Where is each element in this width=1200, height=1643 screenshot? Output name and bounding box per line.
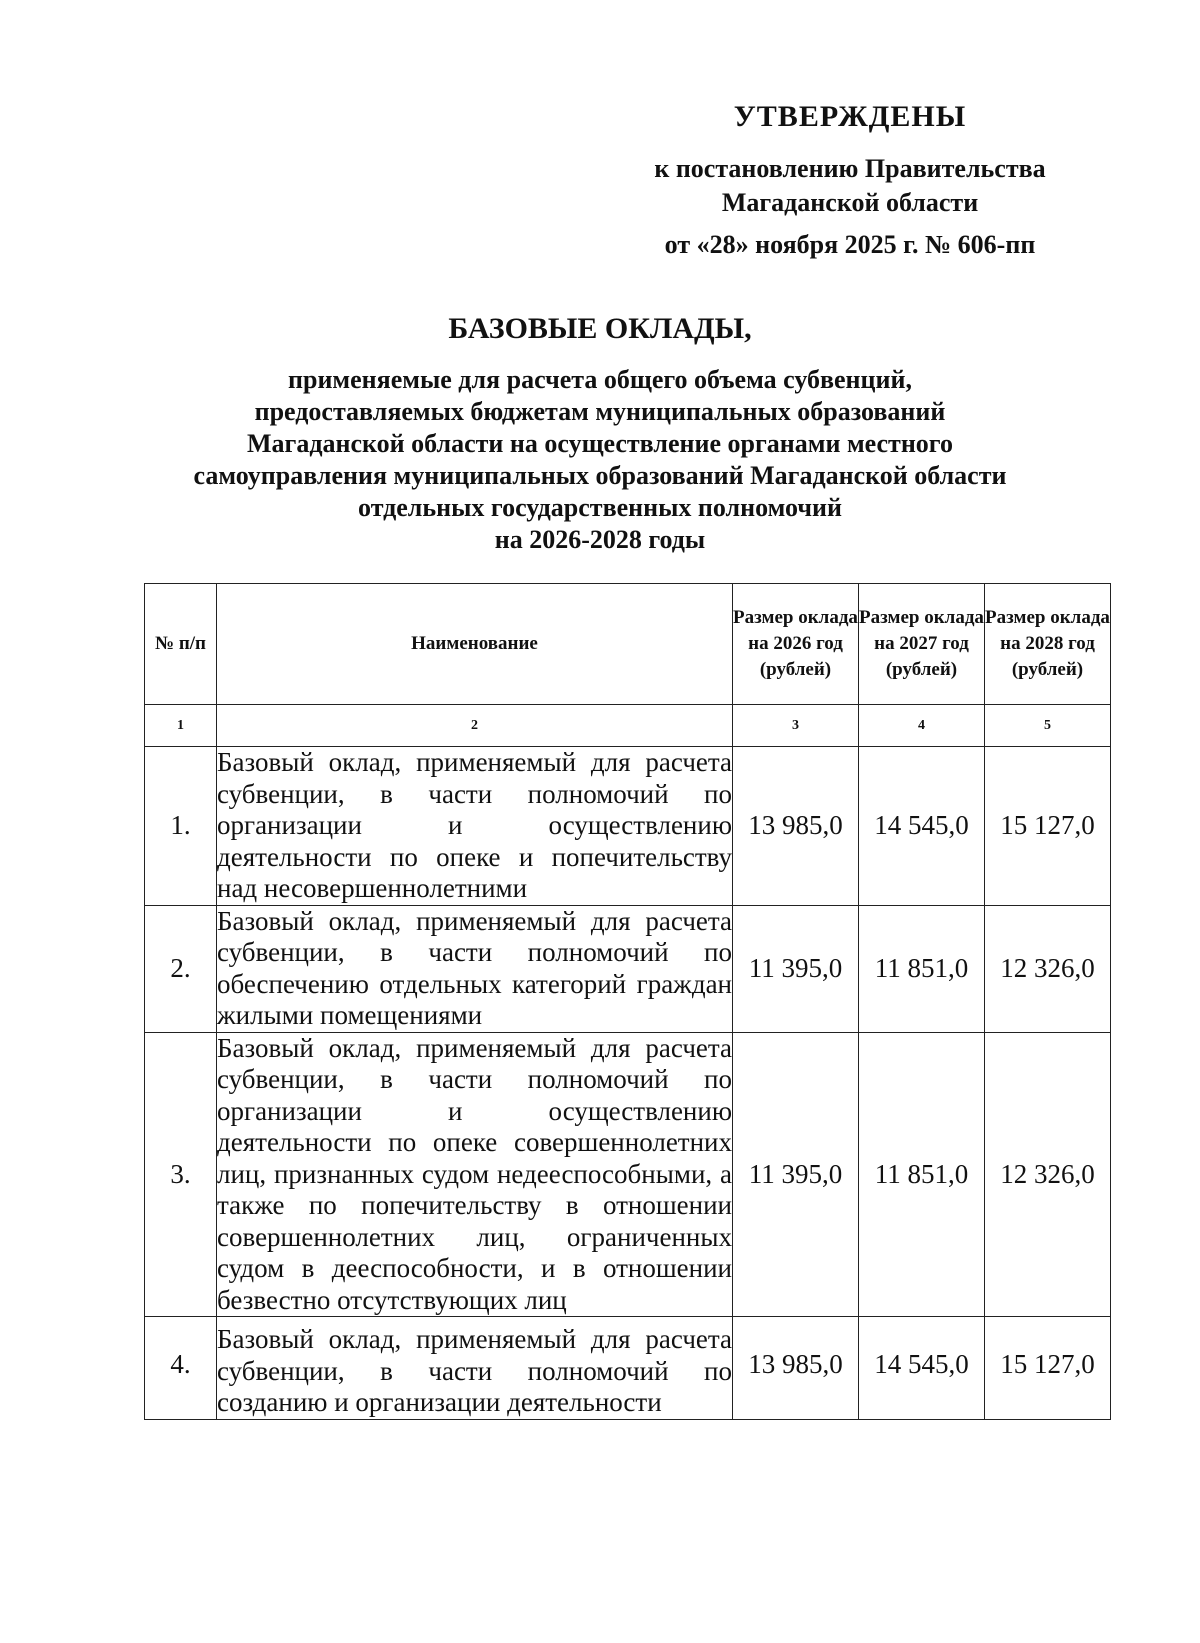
header-name: Наименование — [217, 584, 733, 705]
document-heading — [140, 312, 1060, 556]
header-num: № п/п — [145, 584, 217, 705]
row-value-2027: 11 851,0 — [859, 905, 985, 1032]
row-value-2026: 13 985,0 — [733, 747, 859, 906]
row-value-2028: 12 326,0 — [985, 1032, 1111, 1317]
table-row — [145, 1032, 1111, 1317]
approval-block — [610, 100, 1090, 262]
row-name: Базовый оклад, применяемый для расчета субвенции, в части полномочий по организации и осуществлению деятельности по опеке и попечительству над несовершеннолетними — [217, 747, 732, 903]
row-value-2028: 15 127,0 — [985, 747, 1111, 906]
document-subtitle-line: Магаданской области на осуществление органами местного — [247, 429, 953, 458]
document-subtitle-line: применяемые для расчета общего объема субвенций, — [288, 365, 912, 394]
header-2026: Размер оклада на 2026 год (рублей) — [733, 584, 859, 705]
header-2027: Размер оклада на 2027 год (рублей) — [859, 584, 985, 705]
row-value-2028: 12 326,0 — [985, 905, 1111, 1032]
approval-line-decree: к постановлению Правительства — [654, 154, 1046, 183]
document-title: БАЗОВЫЕ ОКЛАДЫ, — [448, 312, 752, 345]
document-subtitle-line: на 2026-2028 годы — [494, 525, 706, 554]
column-number: 4 — [859, 705, 985, 747]
row-name: Базовый оклад, применяемый для расчета субвенции, в части полномочий по созданию и организации деятельности — [217, 1317, 733, 1420]
table-header-row — [145, 584, 1111, 705]
table-row — [145, 747, 1111, 906]
row-number: 3. — [145, 1032, 217, 1317]
row-value-2027: 11 851,0 — [859, 1032, 985, 1317]
column-number: 1 — [145, 705, 217, 747]
table-row — [145, 905, 1111, 1032]
row-value-2027: 14 545,0 — [859, 1317, 985, 1420]
column-number: 2 — [217, 705, 733, 747]
column-number: 3 — [733, 705, 859, 747]
row-value-2026: 11 395,0 — [733, 1032, 859, 1317]
document-subtitle-line: предоставляемых бюджетам муниципальных образований — [254, 397, 946, 426]
row-number: 1. — [145, 747, 217, 906]
row-name: Базовый оклад, применяемый для расчета субвенции, в части полномочий по обеспечению отдельных категорий граждан жилыми помещениями — [217, 905, 732, 1030]
document-subtitle-line: самоуправления муниципальных образований Магаданской области — [193, 461, 1007, 490]
header-2028: Размер оклада на 2028 год (рублей) — [985, 584, 1111, 705]
row-name: Базовый оклад, применяемый для расчета субвенции, в части полномочий по организации и осуществлению деятельности по опеке совершеннолетних лиц, признанных судом недееспособными, а также по попечительству в отношении совершеннолетних лиц, ограниченных судом в дееспособности, и в отношении безвестно отсутствующих лиц — [217, 1032, 732, 1315]
approval-line-region: Магаданской области — [721, 188, 979, 217]
approval-title: УТВЕРЖДЕНЫ — [733, 100, 967, 133]
row-value-2026: 11 395,0 — [733, 905, 859, 1032]
row-value-2027: 14 545,0 — [859, 747, 985, 906]
column-number: 5 — [985, 705, 1111, 747]
row-value-2026: 13 985,0 — [733, 1317, 859, 1420]
table-row — [145, 1317, 1111, 1420]
column-numbers-row — [145, 705, 1111, 747]
salaries-table — [144, 583, 1111, 1420]
approval-line-date: от «28» ноября 2025 г. № 606-пп — [664, 230, 1036, 259]
row-number: 2. — [145, 905, 217, 1032]
document-subtitle-line: отдельных государственных полномочий — [358, 493, 842, 522]
row-number: 4. — [145, 1317, 217, 1420]
row-value-2028: 15 127,0 — [985, 1317, 1111, 1420]
